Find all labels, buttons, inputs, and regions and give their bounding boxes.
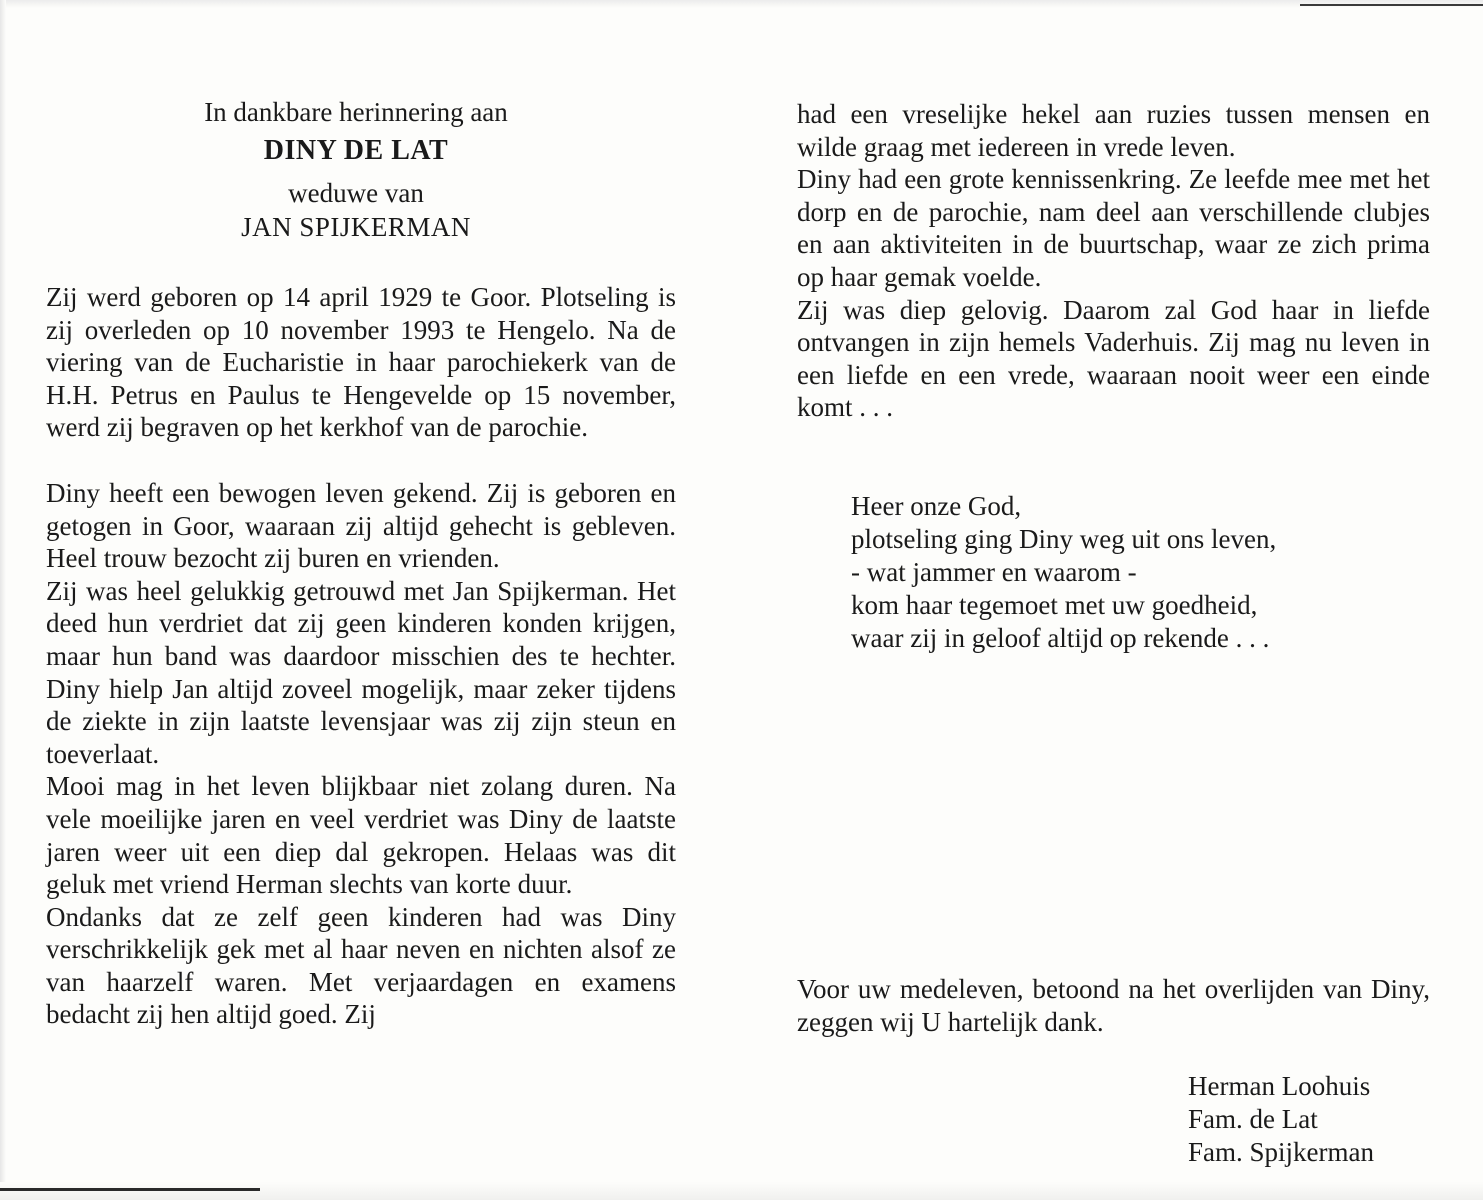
scan-edge-bottom — [0, 1182, 1483, 1200]
paragraph-later-years: Mooi mag in het leven blijkbaar niet zolang duren. Na vele moeilijke jaren en veel verdriet was Diny de laatste jaren weer uit een diep dal gekropen. Helaas was dit geluk met vriend Herman slechts van korte duur. — [46, 771, 676, 900]
left-column — [46, 95, 676, 1031]
paragraph-life: Diny heeft een bewogen leven gekend. Zij is geboren en getogen in Goor, waaraan zij altijd gehecht is gebleven. Heel trouw bezocht zij buren en vrienden. — [46, 477, 676, 574]
prayer-line: waar zij in geloof altijd op rekende . . . — [851, 623, 1270, 653]
header-relation: weduwe van — [288, 178, 424, 208]
paragraph-birth-death: Zij werd geboren op 14 april 1929 te Goor. Plotseling is zij overleden op 10 november 1993 te Hengelo. Na de viering van de Eucharistie in haar parochiekerk van de H.H. Petrus en Paulus te Hengevelde op 15 november, werd zij begraven op het kerkhof van de parochie. — [46, 282, 676, 443]
prayer-line: Heer onze God, — [851, 491, 1022, 521]
memorial-header — [36, 95, 676, 241]
spacer — [46, 444, 676, 477]
scan-edge-top — [0, 0, 1483, 8]
paragraph-marriage: Zij was heel gelukkig getrouwd met Jan Spijkerman. Het deed hun verdriet dat zij geen kinderen konden krijgen, maar hun band was daardoor misschien des te hechter. Diny hielp Jan altijd zoveel mogelijk, maar zeker tijdens de ziekte in zijn laatste levensjaar was zij zijn steun en toeverlaat. — [46, 575, 676, 769]
paragraph-peace: had een vreselijke hekel aan ruzies tussen mensen en wilde graag met iedereen in vrede leven. — [797, 99, 1430, 162]
spouse-name: JAN SPIJKERMAN — [241, 212, 471, 242]
signer-name: Fam. de Lat — [1188, 1104, 1318, 1134]
scan-edge-top-line — [1300, 4, 1483, 6]
signer-name: Fam. Spijkerman — [1188, 1137, 1374, 1167]
signer-name: Herman Loohuis — [1188, 1071, 1371, 1101]
prayer-line: plotseling ging Diny weg uit ons leven, — [851, 524, 1277, 554]
header-intro: In dankbare herinnering aan — [204, 97, 508, 127]
spacer — [46, 241, 676, 281]
deceased-name: DINY DE LAT — [263, 135, 449, 166]
signatories — [1188, 1070, 1448, 1169]
paragraph-family: Ondanks dat ze zelf geen kinderen had was Diny verschrikkelijk gek met al haar neven en nichten alsof ze van haarzelf waren. Met verjaardagen en examens bedacht zij hen altijd goed. Zij — [46, 901, 676, 1030]
scan-edge-left — [0, 0, 6, 1200]
prayer-line: kom haar tegemoet met uw goedheid, — [851, 590, 1258, 620]
prayer-line: - wat jammer en waarom - — [851, 557, 1137, 587]
paragraph-faith: Zij was diep gelovig. Daarom zal God haar in liefde ontvangen in zijn hemels Vaderhuis. Zij mag nu leven in een liefde en een vrede, waaraan nooit weer een einde komt . . . — [797, 294, 1430, 423]
prayer-verse — [851, 490, 1411, 655]
scan-edge-bottom-line — [0, 1188, 260, 1191]
paragraph-community: Diny had een grote kennissenkring. Ze leefde mee met het dorp en de parochie, nam deel aan verschillende clubjes en aan aktiviteiten in de buurtschap, waar ze zich prima op haar gemak voelde. — [797, 164, 1430, 292]
thanks-note: Voor uw medeleven, betoond na het overlijden van Diny, zeggen wij U hartelijk dank. — [797, 974, 1430, 1037]
right-column — [797, 98, 1430, 424]
